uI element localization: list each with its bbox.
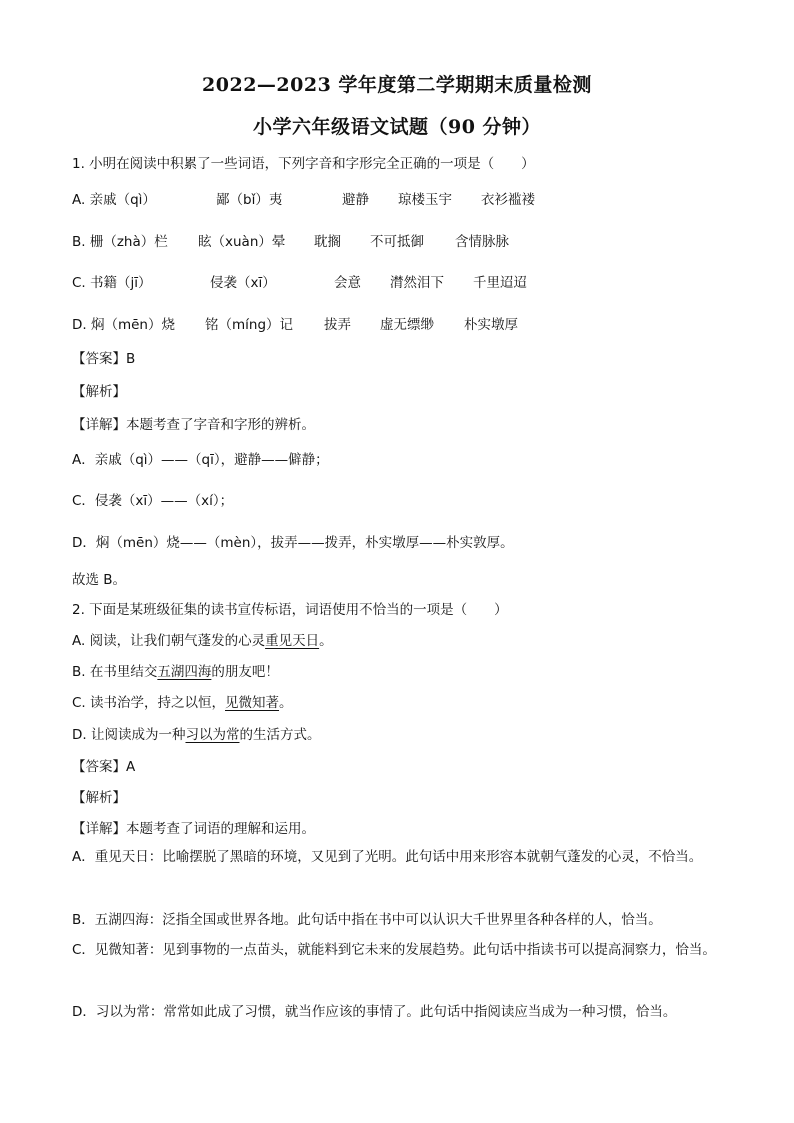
q2-b-pre: B. 在书里结交 (72, 664, 158, 680)
q1-b-word-3: 耽搁 (314, 234, 341, 250)
q2-c-pre: C. 读书治学，持之以恒， (72, 695, 226, 711)
q1-b-word-5: 含情脉脉 (455, 234, 509, 250)
q1-explanation-c: C．侵袭（xī）——（xí）； (72, 493, 234, 509)
q2-a-underlined: 重见天日 (265, 633, 320, 649)
q2-c-underlined: 见微知著 (225, 695, 280, 711)
q2-option-b (72, 660, 279, 680)
q2-b-underlined: 五湖四海 (157, 664, 212, 680)
q1-d-word-3: 拔弄 (324, 317, 351, 333)
q2-a-pre: A. 阅读，让我们朝气蓬发的心灵 (72, 633, 266, 649)
q1-analysis-label: 【解析】 (72, 384, 126, 400)
q2-analysis-label: 【解析】 (72, 790, 126, 806)
q2-b-post: 的朋友吧！ (211, 664, 279, 680)
q1-d-word-5: 朴实墩厚 (464, 317, 518, 333)
q1-a-word-3: 避静 (342, 192, 369, 208)
q1-b-word-2: 眩（xuàn）晕 (198, 234, 286, 250)
q2-explanation-b: B．五湖四海：泛指全国或世界各地。此句话中指在书中可以认识大千世界里各种各样的人，恰当。 (72, 912, 662, 928)
q1-a-word-2: 鄙（bǐ）夷 (216, 192, 283, 208)
q1-a-word-1: A. 亲戚（qì） (72, 192, 156, 208)
q2-detail: 【详解】本题考查了词语的理解和运用。 (72, 821, 315, 837)
page-subtitle: 小学六年级语文试题（90 分钟） (252, 116, 542, 138)
q1-a-word-5: 衣衫褴褛 (481, 192, 535, 208)
q1-b-word-1: B. 栅（zhà）栏 (72, 234, 168, 250)
q2-stem: 2. 下面是某班级征集的读书宣传标语，词语使用不恰当的一项是（ ） (72, 602, 508, 618)
q2-explanation-d: D．习以为常：常常如此成了习惯，就当作应该的事情了。此句话中指阅读应当成为一种习惯，恰当。 (72, 1004, 677, 1020)
q1-d-word-1: D. 焖（mēn）烧 (72, 317, 175, 333)
q2-explanation-a: A．重见天日：比喻摆脱了黑暗的环境，又见到了光明。此句话中用来形容本就朝气蓬发的心灵，不恰当。 (72, 849, 703, 865)
page-title: 2022—2023 学年度第二学期期末质量检测 (202, 74, 592, 96)
q1-option-a (72, 188, 752, 208)
q2-a-post: 。 (319, 633, 333, 649)
q2-option-d (72, 723, 320, 743)
q2-option-a (72, 629, 333, 649)
q1-option-b (72, 230, 752, 250)
q2-d-post: 的生活方式。 (239, 727, 321, 743)
q1-option-c (72, 271, 752, 291)
q1-explanation-d: D．焖（mēn）烧——（mèn），拔弄——拨弄，朴实墩厚——朴实敦厚。 (72, 535, 514, 551)
q1-c-word-3: 会意 (334, 275, 361, 291)
q1-c-word-5: 千里迢迢 (473, 275, 527, 291)
q1-stem: 1. 小明在阅读中积累了一些词语，下列字音和字形完全正确的一项是（ ） (72, 156, 535, 172)
q1-c-word-4: 潸然泪下 (390, 275, 444, 291)
q1-c-word-2: 侵袭（xī） (210, 275, 276, 291)
q1-a-word-4: 琼楼玉宇 (398, 192, 452, 208)
q2-d-underlined: 习以为常 (185, 727, 240, 743)
q1-b-word-4: 不可抵御 (370, 234, 424, 250)
q1-d-word-4: 虚无缥缈 (380, 317, 434, 333)
q1-detail: 【详解】本题考查了字音和字形的辨析。 (72, 417, 315, 433)
q1-option-d (72, 313, 752, 333)
q2-c-post: 。 (279, 695, 293, 711)
q1-d-word-2: 铭（míng）记 (205, 317, 294, 333)
q2-answer: 【答案】A (72, 759, 136, 775)
q2-explanation-c: C．见微知著：见到事物的一点苗头，就能料到它未来的发展趋势。此句话中指读书可以提高洞察力，恰当。 (72, 942, 716, 958)
q1-c-word-1: C. 书籍（jī） (72, 275, 152, 291)
q1-answer: 【答案】B (72, 351, 136, 367)
q1-explanation-a: A．亲戚（qì）——（qī），避静——僻静； (72, 452, 329, 468)
q2-option-c (72, 691, 293, 711)
q1-conclusion: 故选 B。 (72, 572, 127, 588)
q2-d-pre: D. 让阅读成为一种 (72, 727, 186, 743)
